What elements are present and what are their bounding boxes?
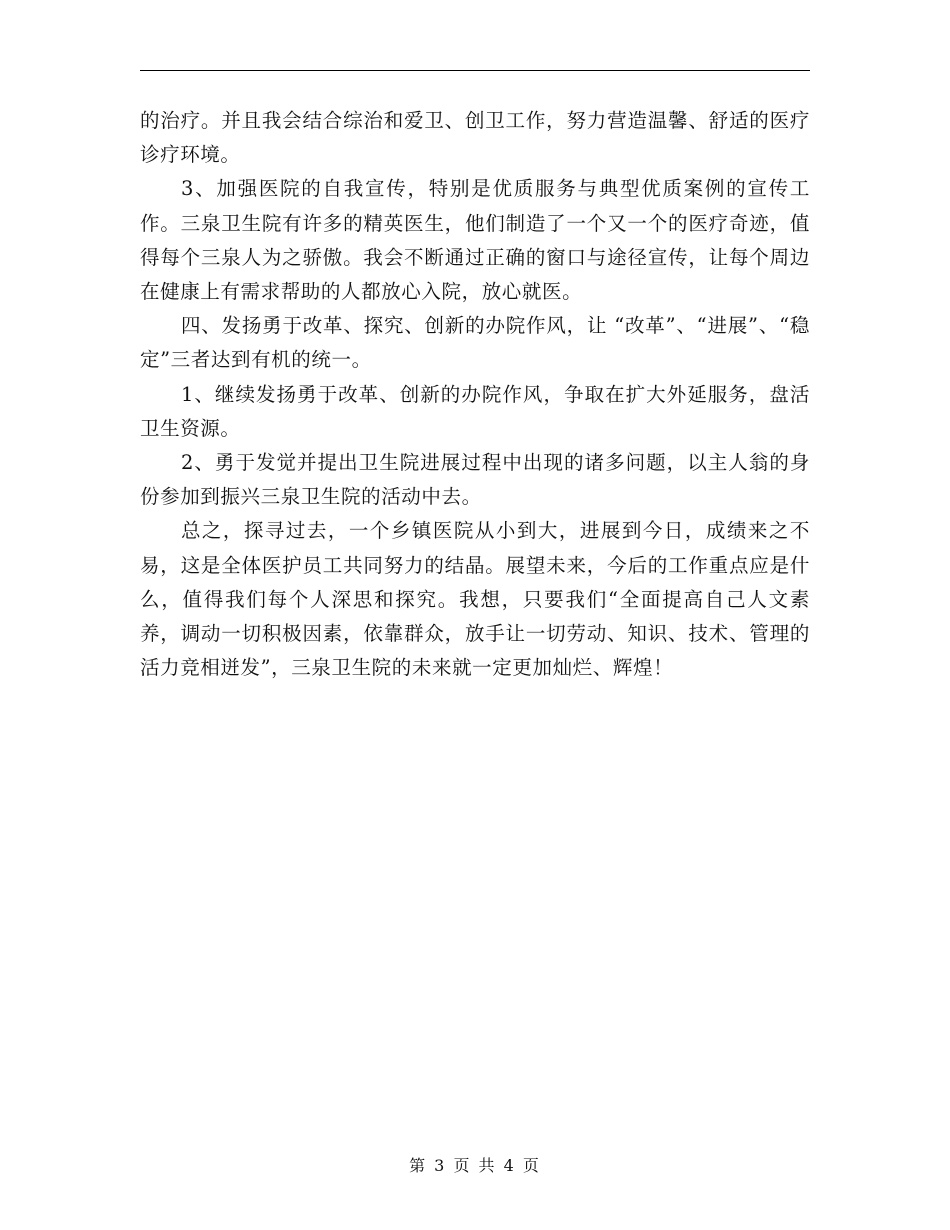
paragraph-6: 总之，探寻过去，一个乡镇医院从小到大，进展到今日，成绩来之不易，这是全体医护员工共同努力的结晶。展望未来，今后的工作重点应是什么，值得我们每个人深思和探究。我想，只要我们“全面提高自己人文素养，调动一切积极因素，依靠群众，放手让一切劳动、知识、技术、管理的活力竞相迸发”，三泉卫生院的未来就一定更加灿烂、辉煌！ xyxy=(140,519,810,680)
document-body xyxy=(140,104,810,685)
paragraph-3: 四、发扬勇于改革、探究、创新的办院作风，让 “改革”、“进展”、“稳定”三者达到有机的统一。 xyxy=(140,314,810,372)
paragraph-1: 的治疗。并且我会结合综治和爱卫、创卫工作，努力营造温馨、舒适的医疗诊疗环境。 xyxy=(140,109,810,167)
header-rule xyxy=(140,70,810,71)
paragraph-2: 3、加强医院的自我宣传，特别是优质服务与典型优质案例的宣传工作。三泉卫生院有许多的精英医生，他们制造了一个又一个的医疗奇迹，值得每个三泉人为之骄傲。我会不断通过正确的窗口与途径宣传，让每个周边在健康上有需求帮助的人都放心入院，放心就医。 xyxy=(140,177,810,304)
page-number-footer: 第 3 页 共 4 页 xyxy=(409,1156,541,1175)
paragraph-4: 1、继续发扬勇于改革、创新的办院作风，争取在扩大外延服务，盘活卫生资源。 xyxy=(140,382,810,440)
paragraph-5: 2、勇于发觉并提出卫生院进展过程中出现的诸多问题，以主人翁的身份参加到振兴三泉卫生院的活动中去。 xyxy=(140,451,810,509)
